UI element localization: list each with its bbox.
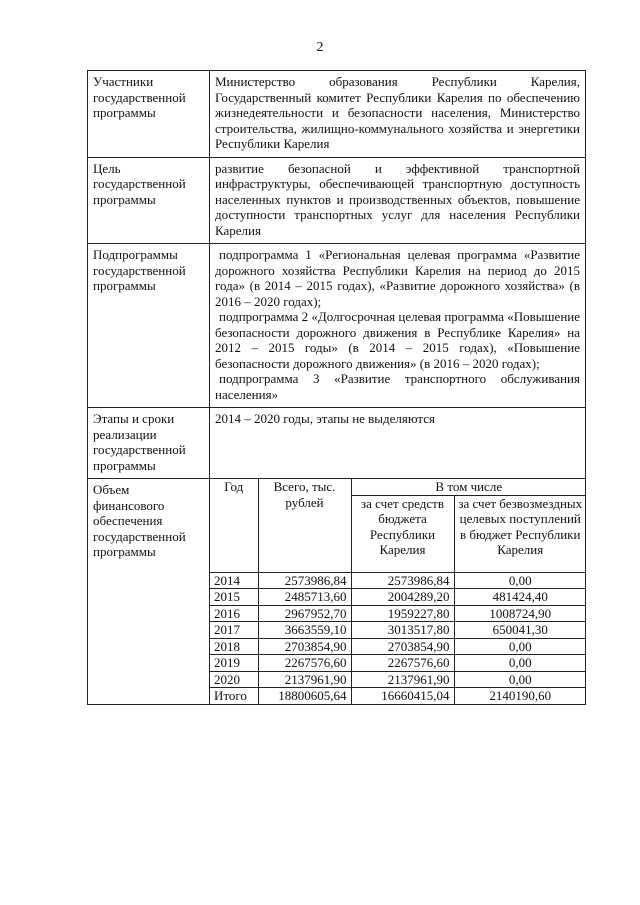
total-cell: 2967952,70 bbox=[258, 605, 351, 622]
page-number: 2 bbox=[316, 40, 324, 55]
year-cell: 2014 bbox=[210, 572, 258, 589]
grants-cell: 0,00 bbox=[454, 671, 586, 688]
stages-label: Этапы и сроки реализации государственной программы bbox=[88, 408, 210, 479]
header-year: Год bbox=[210, 479, 258, 572]
grants-cell: 0,00 bbox=[454, 655, 586, 672]
table-row bbox=[210, 622, 586, 639]
table-row bbox=[210, 589, 586, 606]
grants-cell: 481424,40 bbox=[454, 589, 586, 606]
budget-cell: 2004289,20 bbox=[351, 589, 454, 606]
budget-cell: 2137961,90 bbox=[351, 671, 454, 688]
budget-cell: 2267576,60 bbox=[351, 655, 454, 672]
budget-cell: 3013517,80 bbox=[351, 622, 454, 639]
year-cell: 2017 bbox=[210, 622, 258, 639]
budget-cell: 1959227,80 bbox=[351, 605, 454, 622]
grants-cell: 1008724,90 bbox=[454, 605, 586, 622]
table-row bbox=[210, 572, 586, 589]
table-row-total bbox=[210, 688, 586, 704]
stages-value: 2014 – 2020 годы, этапы не выделяются bbox=[210, 408, 586, 479]
goal-value: развитие безопасной и эффективной транспортной инфраструктуры, обеспечивающей транспортную доступность населенных пунктов и производственных объектов, повышение доступности транспортных услуг для населения Республики Карелия bbox=[210, 157, 586, 244]
table-row bbox=[210, 605, 586, 622]
subprograms-row bbox=[88, 244, 586, 408]
participants-value: Министерство образования Республики Карелия, Государственный комитет Республики Карелия по обеспечению жизнедеятельности и безопасности населения, Министерство строительства, жилищно-коммунального хозяйства и энергетики Республики Карелия bbox=[210, 71, 586, 158]
header-grants: за счет безвозмездных целевых поступлений в бюджет Республики Карелия bbox=[454, 495, 586, 572]
total-cell: 2267576,60 bbox=[258, 655, 351, 672]
year-cell: 2020 bbox=[210, 671, 258, 688]
budget-cell: 2703854,90 bbox=[351, 638, 454, 655]
total-cell: 18800605,64 bbox=[258, 688, 351, 704]
total-cell: 2137961,90 bbox=[258, 671, 351, 688]
year-cell: Итого bbox=[210, 688, 258, 704]
table-row bbox=[210, 671, 586, 688]
program-passport-table bbox=[87, 70, 586, 705]
header-budget: за счет средств бюджета Республики Карелия bbox=[351, 495, 454, 572]
grants-cell: 0,00 bbox=[454, 572, 586, 589]
table-row bbox=[210, 655, 586, 672]
grants-cell: 0,00 bbox=[454, 638, 586, 655]
table-row bbox=[210, 638, 586, 655]
stages-row bbox=[88, 408, 586, 479]
year-cell: 2019 bbox=[210, 655, 258, 672]
total-cell: 2485713,60 bbox=[258, 589, 351, 606]
budget-cell: 2573986,84 bbox=[351, 572, 454, 589]
participants-label: Участники государственной программы bbox=[88, 71, 210, 158]
grants-cell: 2140190,60 bbox=[454, 688, 586, 704]
financing-value bbox=[210, 479, 586, 705]
subprograms-value bbox=[210, 244, 586, 408]
total-cell: 3663559,10 bbox=[258, 622, 351, 639]
subprogram-1: подпрограмма 1 «Региональная целевая программа «Развитие дорожного хозяйства Республики Карелия на период до 2015 года» (в 2014 – 2015 годах), «Развитие дорожного хозяйства» (в 2016 – 2020 годах); bbox=[215, 247, 580, 309]
subprograms-label: Подпрограммы государственной программы bbox=[88, 244, 210, 408]
goal-label: Цель государственной программы bbox=[88, 157, 210, 244]
goal-row bbox=[88, 157, 586, 244]
participants-row bbox=[88, 71, 586, 158]
financing-table bbox=[210, 479, 586, 704]
financing-row bbox=[88, 479, 586, 705]
header-total: Всего, тыс. рублей bbox=[258, 479, 351, 572]
year-cell: 2016 bbox=[210, 605, 258, 622]
header-including: В том числе bbox=[351, 479, 586, 495]
subprogram-2: подпрограмма 2 «Долгосрочная целевая программа «Повышение безопасности дорожного движения в Республике Карелия» на 2012 – 2015 годы» (в 2014 – 2015 годах), «Повышение безопасности дорожного движения» (в 2016 – 2020 годах); bbox=[215, 309, 580, 371]
subprogram-3: подпрограмма 3 «Развитие транспортного обслуживания населения» bbox=[215, 371, 580, 402]
financing-label: Объем финансового обеспечения государственной программы bbox=[88, 479, 210, 705]
year-cell: 2018 bbox=[210, 638, 258, 655]
total-cell: 2703854,90 bbox=[258, 638, 351, 655]
total-cell: 2573986,84 bbox=[258, 572, 351, 589]
budget-cell: 16660415,04 bbox=[351, 688, 454, 704]
grants-cell: 650041,30 bbox=[454, 622, 586, 639]
year-cell: 2015 bbox=[210, 589, 258, 606]
